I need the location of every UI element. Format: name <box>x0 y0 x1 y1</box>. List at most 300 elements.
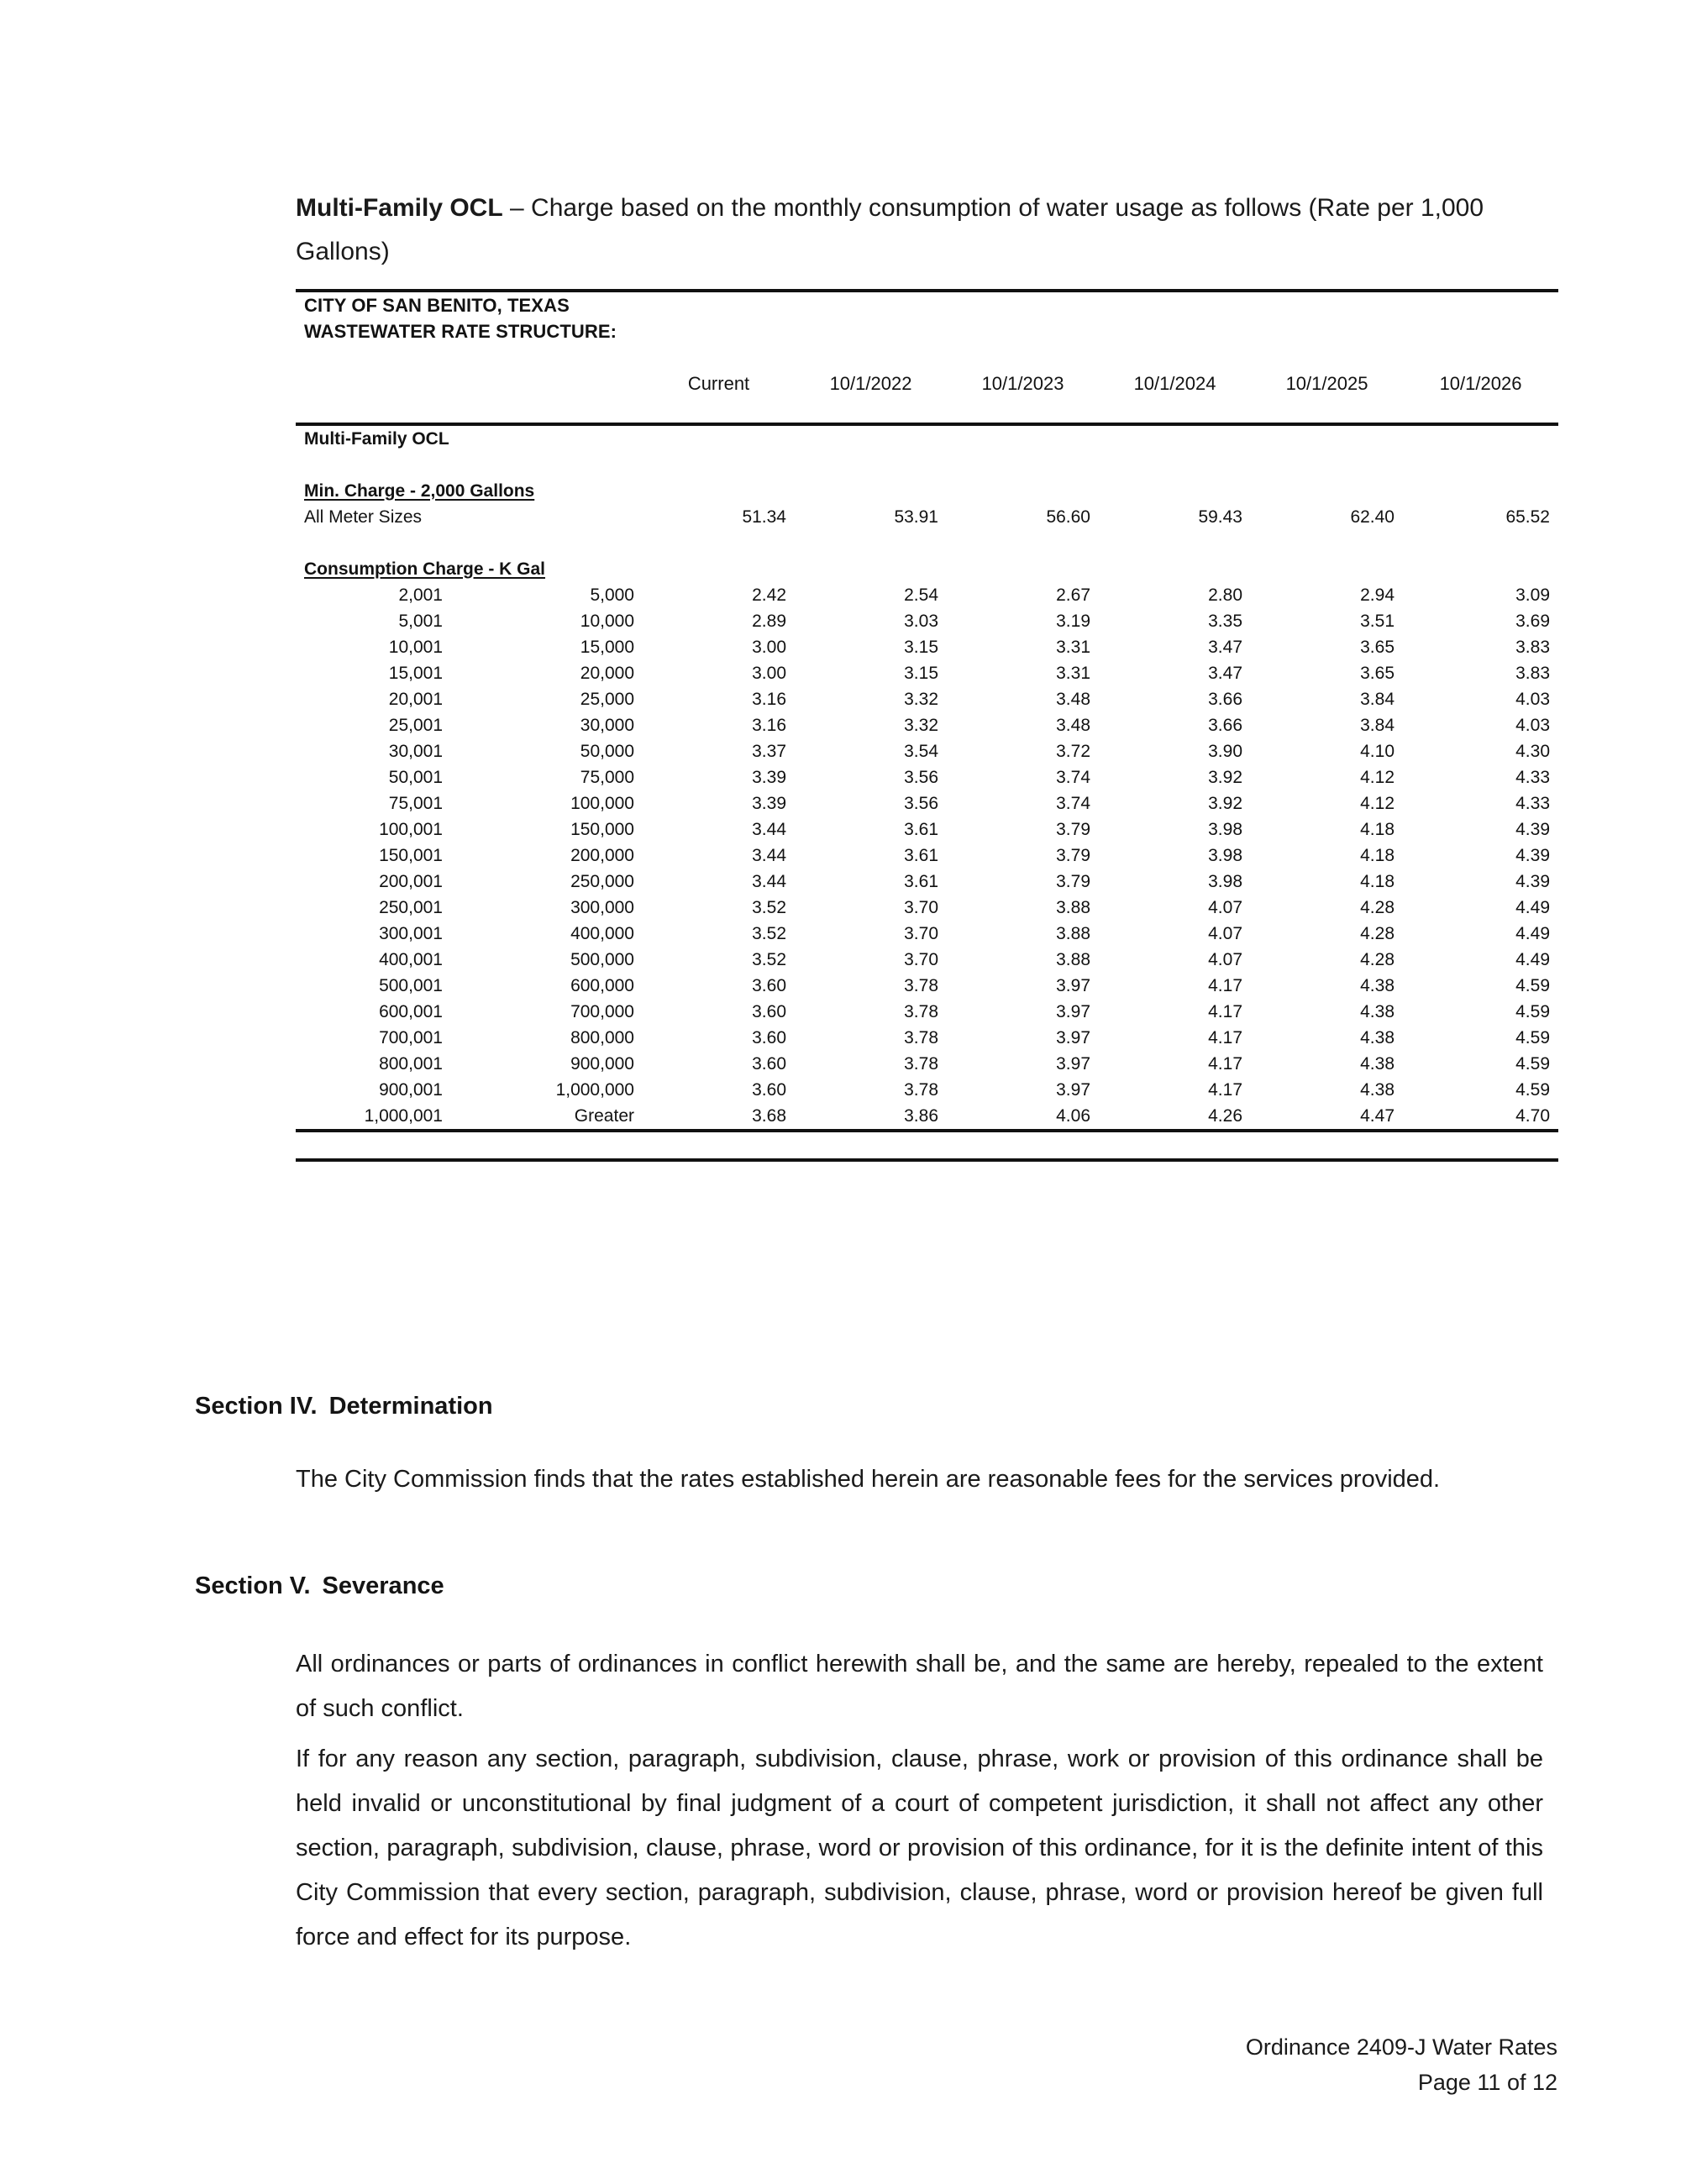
mcs-c2 <box>795 530 947 556</box>
tier-value: 4.10 <box>1251 738 1403 764</box>
column-header-current: Current <box>643 370 795 396</box>
header-bottom-spacer-row <box>296 396 1558 424</box>
section-iv-number: Section IV. <box>195 1393 318 1420</box>
header-spacer-row <box>296 344 1558 370</box>
table-row <box>296 582 1558 608</box>
tier-from: 200,001 <box>296 869 451 895</box>
section-v-paragraph-1: All ordinances or parts of ordinances in conflict herewith shall be, and the same are hereby, repealed to the extent of such conflict. <box>296 1651 1543 1722</box>
bottom-pad-cell <box>795 1131 947 1160</box>
tier-from: 400,001 <box>296 947 451 973</box>
tier-value: 3.97 <box>947 973 1099 999</box>
tier-value: 3.19 <box>947 608 1099 634</box>
tier-value: 4.17 <box>1099 999 1251 1025</box>
mch-c4 <box>1099 478 1251 504</box>
hdr-bot-c4 <box>1099 396 1251 424</box>
tier-value: 3.37 <box>643 738 795 764</box>
tier-value: 3.74 <box>947 790 1099 816</box>
tier-value: 3.52 <box>643 895 795 921</box>
cat-band-c1 <box>643 424 795 452</box>
tier-value: 3.66 <box>1099 712 1251 738</box>
tier-value: 3.84 <box>1251 712 1403 738</box>
hdr-bot-c3 <box>947 396 1099 424</box>
table-row <box>296 921 1558 947</box>
tier-value: 3.97 <box>947 1051 1099 1077</box>
tier-value: 4.59 <box>1403 1051 1558 1077</box>
cat-band-c2 <box>795 424 947 452</box>
hdr-bot-c6 <box>1403 396 1558 424</box>
tier-value: 3.15 <box>795 634 947 660</box>
bottom-pad-label <box>296 1131 643 1160</box>
table-row <box>296 790 1558 816</box>
min-charge-heading-cell <box>296 478 643 504</box>
column-header-2025: 10/1/2025 <box>1251 370 1403 396</box>
min-charge-current: 51.34 <box>643 504 795 530</box>
tier-to: Greater <box>451 1103 643 1131</box>
tier-value: 3.98 <box>1099 816 1251 843</box>
tier-value: 4.49 <box>1403 895 1558 921</box>
mch-c5 <box>1251 478 1403 504</box>
mcs-c1 <box>643 530 795 556</box>
bottom-pad-cell <box>1099 1131 1251 1160</box>
tier-from: 900,001 <box>296 1077 451 1103</box>
tier-value: 3.88 <box>947 895 1099 921</box>
table-bottom-pad-row <box>296 1131 1558 1160</box>
table-row <box>296 947 1558 973</box>
tier-value: 3.84 <box>1251 686 1403 712</box>
min-charge-heading-row <box>296 478 1558 504</box>
bottom-pad-cell <box>1251 1131 1403 1160</box>
mch-c2 <box>795 478 947 504</box>
tier-value: 3.97 <box>947 999 1099 1025</box>
tier-value: 3.47 <box>1099 660 1251 686</box>
tier-value: 2.67 <box>947 582 1099 608</box>
table-row <box>296 1103 1558 1131</box>
tier-value: 4.26 <box>1099 1103 1251 1131</box>
tier-from: 2,001 <box>296 582 451 608</box>
tier-value: 3.39 <box>643 790 795 816</box>
cch-c5 <box>1251 556 1403 582</box>
tier-value: 4.07 <box>1099 947 1251 973</box>
tier-from: 700,001 <box>296 1025 451 1051</box>
tier-value: 3.78 <box>795 1025 947 1051</box>
section-v-title: Severance <box>322 1572 444 1599</box>
title2-pad-c2 <box>795 318 947 344</box>
tier-value: 3.88 <box>947 947 1099 973</box>
table-row <box>296 712 1558 738</box>
title-pad-c3 <box>947 291 1099 318</box>
consumption-heading-cell <box>296 556 643 582</box>
tier-to: 30,000 <box>451 712 643 738</box>
cat-band-c3 <box>947 424 1099 452</box>
spacer-c1 <box>643 344 795 370</box>
category-band-row <box>296 424 1558 452</box>
cat-spacer-c2 <box>795 452 947 478</box>
tier-value: 3.61 <box>795 816 947 843</box>
tier-from: 250,001 <box>296 895 451 921</box>
table-row <box>296 1077 1558 1103</box>
category-band-label: Multi-Family OCL <box>296 424 643 452</box>
tier-value: 3.97 <box>947 1025 1099 1051</box>
cat-spacer-c5 <box>1251 452 1403 478</box>
tier-from: 1,000,001 <box>296 1103 451 1131</box>
tier-value: 3.92 <box>1099 764 1251 790</box>
tier-value: 3.65 <box>1251 634 1403 660</box>
tier-value: 4.18 <box>1251 869 1403 895</box>
tier-value: 2.80 <box>1099 582 1251 608</box>
title-pad-c6 <box>1403 291 1558 318</box>
tier-value: 4.49 <box>1403 947 1558 973</box>
tier-to: 600,000 <box>451 973 643 999</box>
tier-to: 500,000 <box>451 947 643 973</box>
tier-to: 25,000 <box>451 686 643 712</box>
table-row <box>296 686 1558 712</box>
tier-value: 3.88 <box>947 921 1099 947</box>
tier-value: 3.31 <box>947 634 1099 660</box>
cch-c6 <box>1403 556 1558 582</box>
tier-from: 800,001 <box>296 1051 451 1077</box>
cch-c3 <box>947 556 1099 582</box>
tier-value: 3.56 <box>795 790 947 816</box>
bottom-pad-cell <box>643 1131 795 1160</box>
consumption-heading-row <box>296 556 1558 582</box>
title-pad-c4 <box>1099 291 1251 318</box>
tier-to: 5,000 <box>451 582 643 608</box>
tier-value: 3.78 <box>795 1077 947 1103</box>
cat-spacer-c6 <box>1403 452 1558 478</box>
cat-spacer-label <box>296 452 643 478</box>
tier-value: 4.39 <box>1403 843 1558 869</box>
section-iv-paragraph-1: The City Commission finds that the rates established herein are reasonable fees for the services provided. <box>296 1466 1441 1493</box>
min-charge-2023: 56.60 <box>947 504 1099 530</box>
tier-to: 1,000,000 <box>451 1077 643 1103</box>
tier-value: 3.48 <box>947 712 1099 738</box>
spacer-c3 <box>947 344 1099 370</box>
title2-pad-c1 <box>643 318 795 344</box>
cat-band-c4 <box>1099 424 1251 452</box>
tier-value: 4.70 <box>1403 1103 1558 1131</box>
tier-value: 3.74 <box>947 764 1099 790</box>
tier-from: 10,001 <box>296 634 451 660</box>
tier-to: 700,000 <box>451 999 643 1025</box>
tier-value: 2.42 <box>643 582 795 608</box>
title2-pad-c5 <box>1251 318 1403 344</box>
spacer-c6 <box>1403 344 1558 370</box>
title-pad-c2 <box>795 291 947 318</box>
tier-to: 15,000 <box>451 634 643 660</box>
title-pad-c5 <box>1251 291 1403 318</box>
intro-paragraph <box>296 186 1543 274</box>
tier-value: 3.79 <box>947 843 1099 869</box>
tier-value: 3.72 <box>947 738 1099 764</box>
tier-value: 3.44 <box>643 869 795 895</box>
title2-pad-c4 <box>1099 318 1251 344</box>
tier-value: 3.92 <box>1099 790 1251 816</box>
tier-to: 250,000 <box>451 869 643 895</box>
section-iv-heading <box>195 1393 493 1420</box>
tier-value: 4.38 <box>1251 999 1403 1025</box>
tier-value: 3.32 <box>795 712 947 738</box>
wastewater-rate-table-container <box>296 289 1558 1162</box>
footer-page-number: Page 11 of 12 <box>1417 2070 1557 2095</box>
table-row <box>296 764 1558 790</box>
tier-value: 3.47 <box>1099 634 1251 660</box>
tier-value: 3.48 <box>947 686 1099 712</box>
tier-value: 3.79 <box>947 869 1099 895</box>
table-row <box>296 634 1558 660</box>
tier-value: 3.69 <box>1403 608 1558 634</box>
tier-value: 4.33 <box>1403 790 1558 816</box>
wastewater-rate-table <box>296 289 1558 1162</box>
min-charge-spacer-row <box>296 530 1558 556</box>
tier-value: 4.38 <box>1251 973 1403 999</box>
tier-value: 4.30 <box>1403 738 1558 764</box>
column-header-2023: 10/1/2023 <box>947 370 1099 396</box>
tier-value: 4.28 <box>1251 921 1403 947</box>
tier-value: 3.31 <box>947 660 1099 686</box>
min-charge-values-row <box>296 504 1558 530</box>
tier-value: 3.60 <box>643 1025 795 1051</box>
min-charge-2025: 62.40 <box>1251 504 1403 530</box>
min-charge-heading-text: Min. Charge - 2,000 Gallons <box>304 480 535 501</box>
table-row <box>296 895 1558 921</box>
table-title-city: CITY OF SAN BENITO, TEXAS <box>296 291 643 318</box>
cch-c1 <box>643 556 795 582</box>
tier-value: 3.60 <box>643 999 795 1025</box>
spacer-c5 <box>1251 344 1403 370</box>
tier-to: 300,000 <box>451 895 643 921</box>
tier-value: 3.56 <box>795 764 947 790</box>
tier-to: 900,000 <box>451 1051 643 1077</box>
cat-spacer-c4 <box>1099 452 1251 478</box>
tier-value: 3.78 <box>795 973 947 999</box>
tier-value: 4.59 <box>1403 999 1558 1025</box>
tier-value: 2.54 <box>795 582 947 608</box>
tier-value: 3.70 <box>795 921 947 947</box>
tier-value: 4.17 <box>1099 973 1251 999</box>
tier-to: 800,000 <box>451 1025 643 1051</box>
column-header-2022: 10/1/2022 <box>795 370 947 396</box>
cch-c2 <box>795 556 947 582</box>
tier-value: 4.17 <box>1099 1025 1251 1051</box>
table-row <box>296 999 1558 1025</box>
section-v-heading <box>195 1572 444 1600</box>
cat-spacer-c3 <box>947 452 1099 478</box>
tier-value: 3.51 <box>1251 608 1403 634</box>
table-row <box>296 816 1558 843</box>
section-v-paragraph-2: If for any reason any section, paragraph, subdivision, clause, phrase, work or provision of this ordinance shall be held invalid or unconstitutional by final judgment of a court of competent jurisdiction, it shall not affect any other section, paragraph, subdivision, clause, phrase, word or provision of this ordinance, for it is the definite intent of this City Commission that every section, paragraph, subdivision, clause, phrase, word or provision hereof be given full force and effect for its purpose. <box>296 1746 1543 1950</box>
title-pad-c1 <box>643 291 795 318</box>
tier-to: 100,000 <box>451 790 643 816</box>
cat-band-c5 <box>1251 424 1403 452</box>
tier-value: 3.16 <box>643 712 795 738</box>
tier-value: 3.16 <box>643 686 795 712</box>
column-header-2024: 10/1/2024 <box>1099 370 1251 396</box>
tier-value: 4.06 <box>947 1103 1099 1131</box>
column-header-2026: 10/1/2026 <box>1403 370 1558 396</box>
min-charge-2024: 59.43 <box>1099 504 1251 530</box>
min-charge-2026: 65.52 <box>1403 504 1558 530</box>
tier-value: 3.00 <box>643 660 795 686</box>
table-column-header-row <box>296 370 1558 396</box>
table-row <box>296 738 1558 764</box>
tier-value: 4.39 <box>1403 816 1558 843</box>
tier-from: 25,001 <box>296 712 451 738</box>
table-title-row-1 <box>296 291 1558 318</box>
tier-value: 3.70 <box>795 895 947 921</box>
tier-value: 4.33 <box>1403 764 1558 790</box>
tier-value: 3.98 <box>1099 869 1251 895</box>
tier-value: 4.17 <box>1099 1051 1251 1077</box>
tier-value: 3.15 <box>795 660 947 686</box>
page-footer <box>1246 2029 1557 2100</box>
tier-value: 4.59 <box>1403 1077 1558 1103</box>
tier-value: 3.90 <box>1099 738 1251 764</box>
tier-to: 10,000 <box>451 608 643 634</box>
tier-value: 4.47 <box>1251 1103 1403 1131</box>
tier-from: 600,001 <box>296 999 451 1025</box>
bottom-pad-cell <box>947 1131 1099 1160</box>
tier-value: 3.70 <box>795 947 947 973</box>
tier-value: 3.35 <box>1099 608 1251 634</box>
tier-from: 20,001 <box>296 686 451 712</box>
category-spacer-row <box>296 452 1558 478</box>
tier-value: 3.78 <box>795 1051 947 1077</box>
mch-c6 <box>1403 478 1558 504</box>
tier-value: 3.78 <box>795 999 947 1025</box>
tier-value: 4.39 <box>1403 869 1558 895</box>
tier-value: 3.98 <box>1099 843 1251 869</box>
table-row <box>296 843 1558 869</box>
tier-value: 4.12 <box>1251 790 1403 816</box>
tier-value: 4.17 <box>1099 1077 1251 1103</box>
tier-value: 3.52 <box>643 921 795 947</box>
tier-from: 50,001 <box>296 764 451 790</box>
tier-value: 3.03 <box>795 608 947 634</box>
spacer-c2 <box>795 344 947 370</box>
tier-value: 3.65 <box>1251 660 1403 686</box>
mcs-c6 <box>1403 530 1558 556</box>
tier-from: 75,001 <box>296 790 451 816</box>
hdr-bot-c2 <box>795 396 947 424</box>
tier-value: 3.86 <box>795 1103 947 1131</box>
spacer-label <box>296 344 643 370</box>
tier-to: 150,000 <box>451 816 643 843</box>
tier-value: 4.59 <box>1403 973 1558 999</box>
bottom-pad-cell <box>1403 1131 1558 1160</box>
hdr-bot-spacer-label <box>296 396 643 424</box>
tier-from: 300,001 <box>296 921 451 947</box>
tier-value: 4.38 <box>1251 1025 1403 1051</box>
tier-to: 200,000 <box>451 843 643 869</box>
tier-value: 4.28 <box>1251 895 1403 921</box>
tier-value: 4.28 <box>1251 947 1403 973</box>
tier-value: 4.49 <box>1403 921 1558 947</box>
title2-pad-c3 <box>947 318 1099 344</box>
hdr-bot-c1 <box>643 396 795 424</box>
mcs-c5 <box>1251 530 1403 556</box>
table-row <box>296 660 1558 686</box>
tier-value: 3.32 <box>795 686 947 712</box>
section-iv-title: Determination <box>328 1393 493 1420</box>
tier-value: 3.44 <box>643 843 795 869</box>
tier-value: 4.38 <box>1251 1077 1403 1103</box>
tier-value: 3.61 <box>795 843 947 869</box>
tier-to: 50,000 <box>451 738 643 764</box>
tier-value: 4.38 <box>1251 1051 1403 1077</box>
tier-value: 4.12 <box>1251 764 1403 790</box>
tier-to: 20,000 <box>451 660 643 686</box>
table-title-row-2 <box>296 318 1558 344</box>
mcs-c3 <box>947 530 1099 556</box>
tier-to: 400,000 <box>451 921 643 947</box>
tier-from: 5,001 <box>296 608 451 634</box>
consumption-heading-text: Consumption Charge - K Gal <box>304 559 546 579</box>
tier-value: 3.54 <box>795 738 947 764</box>
tier-value: 3.83 <box>1403 634 1558 660</box>
mcs-c4 <box>1099 530 1251 556</box>
cat-band-c6 <box>1403 424 1558 452</box>
table-row <box>296 608 1558 634</box>
tier-value: 3.97 <box>947 1077 1099 1103</box>
tier-value: 3.79 <box>947 816 1099 843</box>
cch-c4 <box>1099 556 1251 582</box>
table-title-structure: WASTEWATER RATE STRUCTURE: <box>296 318 643 344</box>
tier-value: 4.03 <box>1403 686 1558 712</box>
tier-from: 500,001 <box>296 973 451 999</box>
tier-value: 3.68 <box>643 1103 795 1131</box>
tier-value: 4.18 <box>1251 843 1403 869</box>
table-row <box>296 869 1558 895</box>
tier-value: 2.94 <box>1251 582 1403 608</box>
tier-value: 3.61 <box>795 869 947 895</box>
tier-rows-host <box>296 582 1558 1160</box>
tier-from: 100,001 <box>296 816 451 843</box>
tier-to: 75,000 <box>451 764 643 790</box>
min-charge-2022: 53.91 <box>795 504 947 530</box>
tier-value: 4.18 <box>1251 816 1403 843</box>
column-header-blank-label <box>296 370 643 396</box>
mcs-label <box>296 530 643 556</box>
table-row <box>296 1025 1558 1051</box>
tier-value: 4.07 <box>1099 895 1251 921</box>
tier-value: 3.52 <box>643 947 795 973</box>
tier-from: 150,001 <box>296 843 451 869</box>
mch-c3 <box>947 478 1099 504</box>
footer-ordinance-line: Ordinance 2409-J Water Rates <box>1245 2034 1557 2060</box>
tier-value: 3.60 <box>643 973 795 999</box>
title2-pad-c6 <box>1403 318 1558 344</box>
min-charge-row-label: All Meter Sizes <box>296 504 643 530</box>
tier-from: 30,001 <box>296 738 451 764</box>
tier-value: 3.60 <box>643 1051 795 1077</box>
tier-value: 3.39 <box>643 764 795 790</box>
tier-value: 4.07 <box>1099 921 1251 947</box>
tier-value: 2.89 <box>643 608 795 634</box>
tier-value: 4.59 <box>1403 1025 1558 1051</box>
tier-value: 3.66 <box>1099 686 1251 712</box>
intro-rest-text: – Charge based on the monthly consumption of water usage as follows (Rate per 1,000 Gallons) <box>296 194 1484 265</box>
intro-bold-lead: Multi-Family OCL <box>296 194 503 222</box>
tier-value: 4.03 <box>1403 712 1558 738</box>
section-v-number: Section V. <box>195 1572 311 1599</box>
table-row <box>296 1051 1558 1077</box>
tier-value: 3.60 <box>643 1077 795 1103</box>
mch-c1 <box>643 478 795 504</box>
tier-value: 3.44 <box>643 816 795 843</box>
table-row <box>296 973 1558 999</box>
tier-value: 3.83 <box>1403 660 1558 686</box>
tier-value: 3.09 <box>1403 582 1558 608</box>
